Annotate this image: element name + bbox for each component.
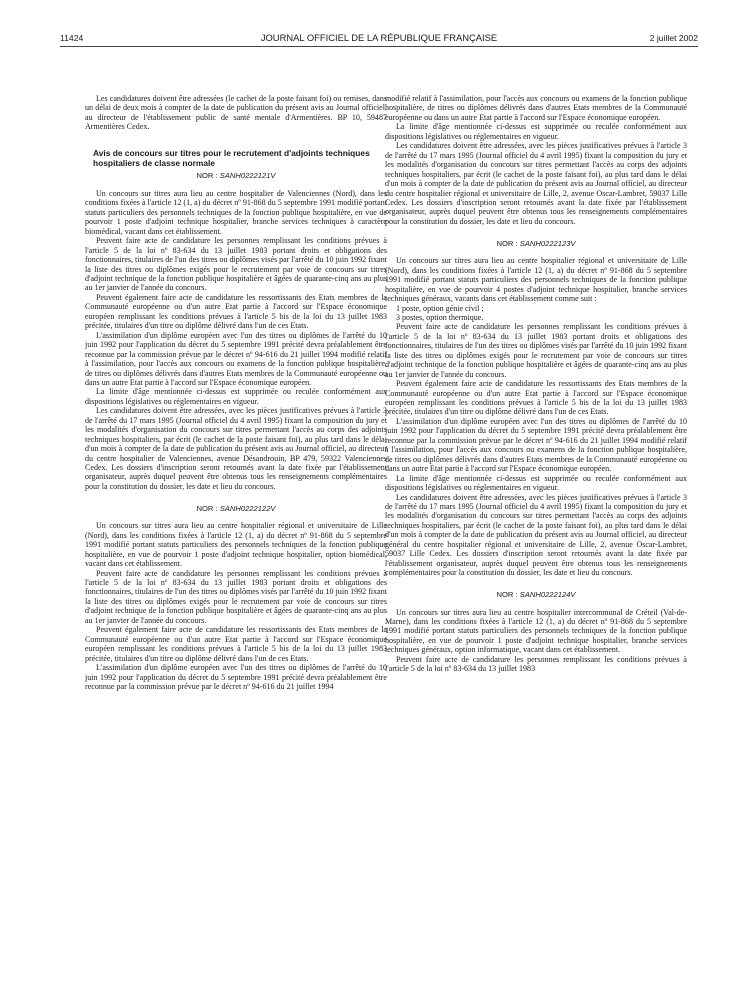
paragraph: Un concours sur titres aura lieu au centre hospitalier régional et universitaire de Lille (Nord), dans les conditions fixées à l'article 12 (1, a) du décret nº 91-868 du 5 septembre 1991 modifié portant statuts particuliers des personnels techniques de la fonction publique hospitalière, en vue de pourvoir 4 postes d'adjoint technique hospitalier, branche services techniques généraux, vacants dans cet établissement comme suit : [385,256,687,304]
paragraph: L'assimilation d'un diplôme européen avec l'un des titres ou diplômes de l'arrêté du 10 juin 1992 pour l'application du décret du 5 septembre 1991 précité devra préalablement être reconnue par la commission prévue par le décret nº 94-616 du 21 juillet 1994 [85,663,387,691]
paragraph: La limite d'âge mentionnée ci-dessus est supprimée ou reculée conformément aux dispositions législatives ou réglementaires en vigueur. [385,122,687,141]
nor-reference [85,504,387,513]
nor-code: SANH0222124V [519,590,576,600]
nor-label: NOR : [496,590,518,600]
nor-code: SANH0222122V [219,503,276,513]
issue-date: 2 juillet 2002 [649,33,698,43]
paragraph: Les candidatures doivent être adressées, avec les pièces justificatives prévues à l'article 3 de l'arrêté du 17 mars 1995 (Journal officiel du 4 avril 1995) fixant la composition du jury et les modalités d'organisation du concours sur titres permettant l'accès au corps des adjoints techniques hospitaliers, par écrit (le cachet de la poste faisant foi), au plus tard dans le délai d'un mois à compter de la date de publication du présent avis au Journal officiel, au directeur du centre hospitalier de Valenciennes, avenue Désandrouin, BP 479, 59322 Valenciennes Cedex. Les dossiers d'inscription seront retournés avant la date fixée par l'établissement organisateur, auprès duquel peuvent être obtenus tous les renseignements complémentaires pour la constitution du dossier, les date et lieu du concours. [85,406,387,491]
paragraph: Peuvent également faire acte de candidature les ressortissants des Etats membres de la Communauté européenne ou d'un autre Etat partie à l'accord sur l'Espace économique européen remplissant les conditions prévues à l'article 5 bis de la loi du 13 juillet 1983 précitée, titulaires d'un titre ou diplôme délivré dans l'un de ces Etats. [85,625,387,663]
paragraph: Un concours sur titres aura lieu au centre hospitalier de Valenciennes (Nord), dans les conditions fixées à l'article 12 (1, a) du décret nº 91-868 du 5 septembre 1991 modifié portant statuts particuliers des personnels techniques de la fonction publique hospitalière, en vue de pourvoir 1 poste d'adjoint technique hospitalier, branche services techniques à caractère biomédical, vacant dans cet établissement. [85,188,387,236]
nor-label: NOR : [196,171,218,181]
paragraph: Peuvent faire acte de candidature les personnes remplissant les conditions prévues à l'article 5 de la loi nº 83-634 du 13 juillet 1983 [385,654,687,674]
list-item: 1 poste, option génie civil ; [396,303,484,313]
paragraph: Peuvent faire acte de candidature les personnes remplissant les conditions prévues à l'article 5 de la loi nº 83-634 du 13 juillet 1983 portant droits et obligations des fonctionnaires, titulaires de l'un des titres ou diplômes visés par l'arrêté du 10 juin 1992 fixant la liste des titres ou diplômes exigés pour le recrutement par voie de concours sur titres d'adjoint technique de la fonction publique hospitalière et âgées de quarante-cinq ans au plus au 1er janvier de l'année du concours. [85,236,387,293]
nor-reference [85,171,387,180]
paragraph: Les candidatures doivent être adressées, avec les pièces justificatives prévues à l'article 3 de l'arrêté du 17 mars 1995 (Journal officiel du 4 avril 1995) fixant la composition du jury et les modalités d'organisation du concours sur titres permettant l'accès au corps des adjoints techniques hospitaliers, par écrit (le cachet de la poste faisant foi), au plus tard dans le délai d'un mois à compter de la date de publication du présent avis au Journal officiel, au directeur du centre hospitalier régional et universitaire de Lille, 2, avenue Oscar-Lambret, 59037 Lille Cedex. Les dossiers d'inscription seront retournés avant la date fixée par l'établissement organisateur, auprès duquel peuvent être obtenus tous les renseignements complémentaires pour la constitution du dossier, les date et lieu du concours. [385,141,687,226]
page-number: 11424 [60,33,84,43]
nor-reference [385,239,687,248]
list-item: 3 postes, option thermique. [396,312,484,322]
paragraph: L'assimilation d'un diplôme européen avec l'un des titres ou diplômes de l'arrêté du 10 juin 1992 pour l'application du décret du 5 septembre 1991 précité devra préalablement être reconnue par la commission prévue par le décret nº 94-616 du 21 juillet 1994 modifié relatif à l'assimilation, pour l'accès aux concours ou examens de la fonction publique hospitalière, de titres ou diplômes délivrés dans d'autres Etats membres de la Communauté européenne ou dans un autre Etat partie à l'accord sur l'Espace économique européen. [85,330,387,387]
nor-label: NOR : [496,238,518,248]
paragraph: Peuvent également faire acte de candidature les ressortissants des Etats membres de la Communauté européenne ou d'un autre Etat partie à l'accord sur l'Espace économique européen remplissant les conditions prévues à l'article 5 bis de la loi du 13 juillet 1983 précitée, titulaires d'un titre ou diplôme délivré dans l'un de ces Etats. [385,379,687,417]
paragraph: Les candidatures doivent être adressées, avec les pièces justificatives prévues à l'article 3 de l'arrêté du 17 mars 1995 (Journal officiel du 4 avril 1995) fixant la composition du jury et les modalités d'organisation du concours sur titres permettant l'accès au corps des adjoints techniques hospitaliers, par écrit (le cachet de la poste faisant foi), au plus tard dans le délai d'un mois à compter de la date de publication du présent avis au Journal officiel, au directeur général du centre hospitalier régional et universitaire de Lille, 2, avenue Oscar-Lambret, 59037 Lille Cedex. Les dossiers d'inscription seront retournés avant la date fixée par l'établissement organisateur, auprès duquel peuvent être obtenus tous les renseignements complémentaires pour la constitution du dossier, les date et lieu du concours. [385,492,687,578]
notice-heading: Avis de concours sur titres pour le recrutement d'adjoints techniques hospitaliers de classe normale [93,148,370,168]
nor-reference [385,590,687,599]
paragraph: Peuvent faire acte de candidature les personnes remplissant les conditions prévues à l'article 5 de la loi nº 83-634 du 13 juillet 1983 portant droits et obligations des fonctionnaires, titulaires de l'un des titres ou diplômes visés par l'arrêté du 10 juin 1992 fixant la liste des titres ou diplômes exigés pour le recrutement par voie de concours sur titres d'adjoint technique de la fonction publique hospitalière et âgées de quarante-cinq ans au plus au 1er janvier de l'année du concours. [85,568,387,625]
paragraph: Peuvent faire acte de candidature les personnes remplissant les conditions prévues à l'article 5 de la loi nº 83-634 du 13 juillet 1983 portant droits et obligations des fonctionnaires, titulaires de l'un des titres ou diplômes visés par l'arrêté du 10 juin 1992 fixant la liste des titres ou diplômes exigés pour le recrutement par voie de concours sur titres d'adjoint technique de la fonction publique hospitalière et âgées de quarante-cinq ans au plus au 1er janvier de l'année du concours. [385,322,687,379]
paragraph: L'assimilation d'un diplôme européen avec l'un des titres ou diplômes de l'arrêté du 10 juin 1992 pour l'application du décret du 5 septembre 1991 précité devra préalablement être reconnue par la commission prévue par le décret nº 94-616 du 21 juillet 1994 modifié relatif à l'assimilation, pour l'accès aux concours ou examens de la fonction publique hospitalière, de titres ou diplômes délivrés dans d'autres Etats membres de la Communauté européenne ou dans un autre Etat partie à l'accord sur l'Espace économique européen. [385,416,687,474]
paragraph: La limite d'âge mentionnée ci-dessus est supprimée ou reculée conformément aux dispositions législatives ou réglementaires en vigueur. [385,473,687,493]
left-column [85,94,387,691]
intro-paragraph: Les candidatures doivent être adressées (le cachet de la poste faisant foi) ou remises, dans un délai de deux mois à compter de la date de publication du présent avis au Journal officiel, au directeur de l'établissement public de santé mentale d'Armentières. BP 10, 59487 Armentières Cedex. [85,94,387,132]
paragraph: Un concours sur titres aura lieu au centre hospitalier régional et universitaire de Lille (Nord), dans les conditions fixées à l'article 12 (1, a) du décret nº 91-868 du 5 septembre 1991 modifié portant statuts particuliers des personnels techniques de la fonction publique hospitalière, en vue de pourvoir 1 poste d'adjoint technique hospitalier, option biomédical, vacant dans cet établissement. [85,521,387,569]
paragraph: Peuvent également faire acte de candidature les ressortissants des Etats membres de la Communauté européenne ou d'un autre Etat partie à l'accord sur l'Espace économique européen remplissant les conditions prévues à l'article 5 bis de la loi du 13 juillet 1983 précitée, titulaires d'un titre ou diplôme délivré dans l'un de ces Etats. [85,292,387,331]
nor-code: SANH0222121V [219,171,276,181]
right-column [385,94,687,674]
paragraph: Un concours sur titres aura lieu au centre hospitalier intercommunal de Créteil (Val-de-Marne), dans les conditions fixées à l'article 12 (1, a) du décret nº 91-868 du 5 septembre 1991 modifié portant statuts particuliers des personnels techniques de la fonction publique hospitalière, en vue de pourvoir 1 poste d'adjoint technique hospitalier, branche services techniques généraux, option informatique, vacant dans cet établissement. [385,607,687,655]
journal-title: JOURNAL OFFICIEL DE LA RÉPUBLIQUE FRANÇAISE [260,32,498,43]
nor-code: SANH0222123V [519,238,576,248]
paragraph-continued: modifié relatif à l'assimilation, pour l'accès aux concours ou examens de la fonction publique hospitalière, de titres ou diplômes délivrés dans d'autres Etats membres de la Communauté européenne ou dans un autre Etat partie à l'accord sur l'Espace économique européen. [385,94,687,122]
page-header [60,32,698,47]
paragraph: La limite d'âge mentionnée ci-dessus est supprimée ou reculée conformément aux dispositions législatives ou réglementaires en vigueur. [85,387,387,406]
nor-label: NOR : [196,503,218,513]
